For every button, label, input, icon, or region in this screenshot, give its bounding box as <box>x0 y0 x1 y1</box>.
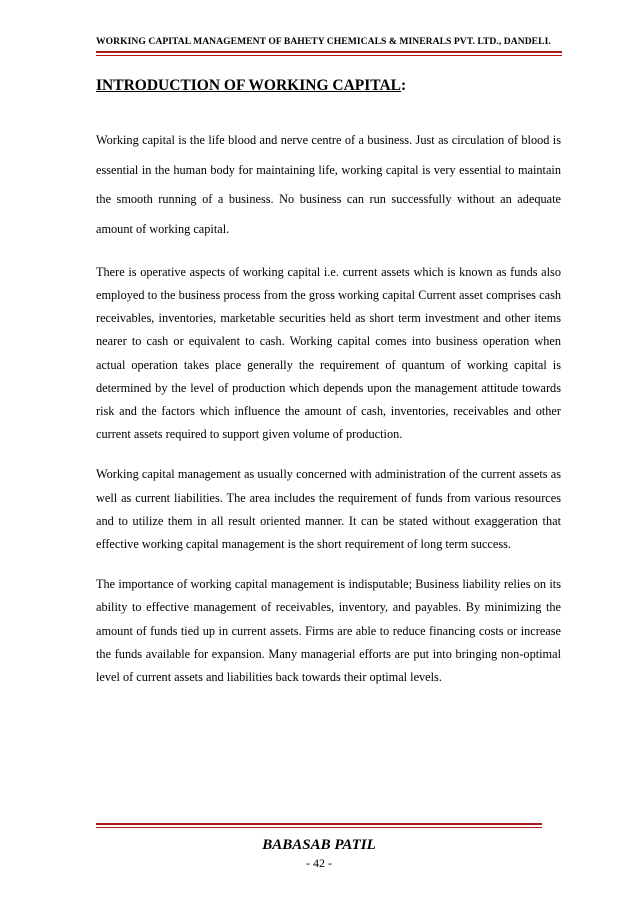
paragraph-1: Working capital is the life blood and nerve centre of a business. Just as circulation of blood is essential in the human body for maintaining life, working capital is very essential to maintain the smooth running of a business. No business can run successfully without an adequate amount of working capital. <box>96 133 561 237</box>
paragraph-4: The importance of working capital management is indisputable; Business liability relies on its ability to effective management of receivables, inventory, and payables. By minimizing the amount of funds tied up in current assets. Firms are able to reduce financing costs or increase the funds available for expansion. Many managerial efforts are put into bringing non-optimal level of current assets and liabilities back towards their optimal levels. <box>96 577 561 685</box>
page-number: - 42 - <box>306 856 332 870</box>
section-title-colon: : <box>401 77 407 94</box>
running-header: WORKING CAPITAL MANAGEMENT OF BAHETY CHEMICALS & MINERALS PVT. LTD., DANDELI. <box>96 36 551 47</box>
header-rule <box>96 51 562 56</box>
section-title <box>96 77 406 95</box>
footer-rule-thick <box>96 823 542 825</box>
footer-rule-thin <box>96 827 542 828</box>
footer-rule <box>96 823 542 828</box>
header-rule-thick <box>96 51 562 53</box>
document-body <box>96 126 561 689</box>
paragraph-2: There is operative aspects of working capital i.e. current assets which is known as funds also employed to the business process from the gross working capital Current asset comprises cash receivables, inventories, marketable securities held as short term investment and other items nearer to cash or equivalent to cash. Working capital comes into business operation when actual operation takes place generally the requirement of quantum of working capital is determined by the level of production which depends upon the management attitude towards risk and the factors which influence the amount of cash, inventories, receivables and other current assets required to support given volume of production. <box>96 264 561 442</box>
footer-author: BABASAB PATIL <box>262 837 376 853</box>
header-rule-thin <box>96 55 562 56</box>
section-title-text: INTRODUCTION OF WORKING CAPITAL <box>96 77 402 94</box>
paragraph-3: Working capital management as usually concerned with administration of the current assets as well as current liabilities. The area includes the requirement of funds from various resources and to utilize them in all result oriented manner. It can be stated without exaggeration that effective working capital management is the short requirement of long term success. <box>96 467 561 552</box>
